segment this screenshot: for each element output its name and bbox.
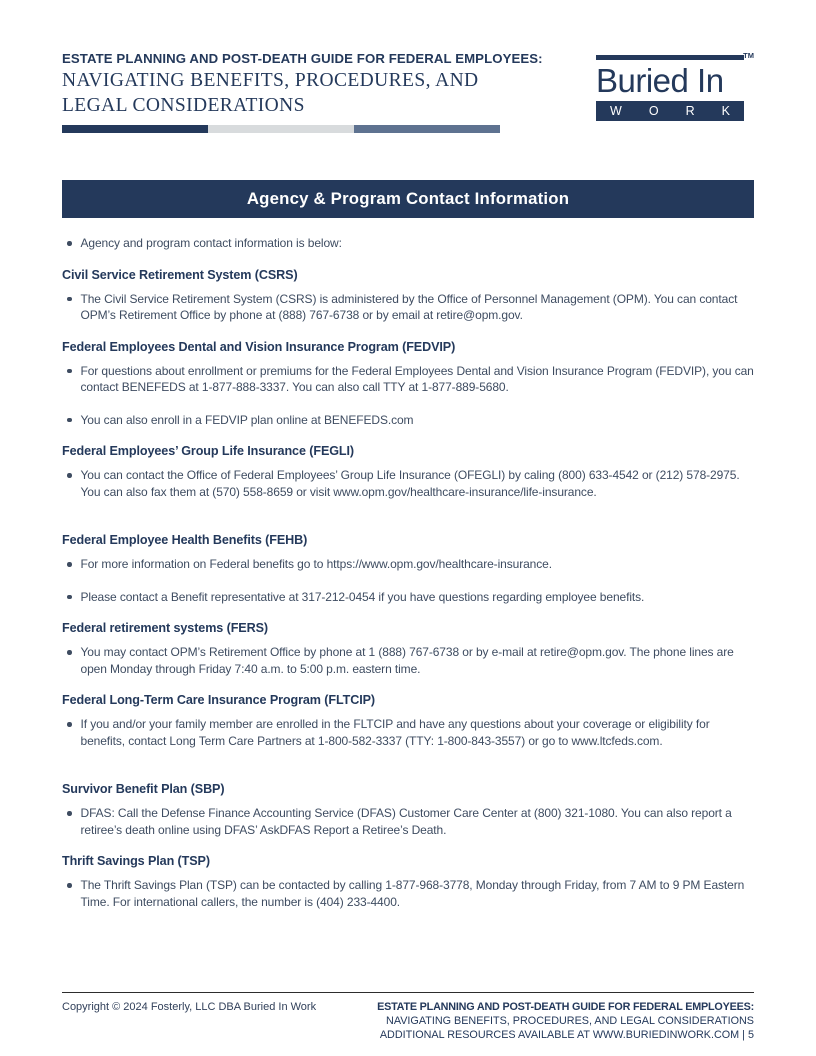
footer-right-block — [377, 1000, 754, 1042]
section-heading: Survivor Benefit Plan (SBP) — [62, 782, 225, 796]
bullet-text: The Thrift Savings Plan (TSP) can be contacted by calling 1-877-968-3778, Monday through Friday, from 7 AM to 9 PM Eastern Time. For international callers, the number is (404) 233-4400. — [80, 878, 745, 909]
bullet-item — [62, 805, 754, 838]
bullet-text: The Civil Service Retirement System (CSRS) is administered by the Office of Personnel Management (OPM). You can contact OPM’s Retirement Office by phone at (888) 767-6738 or by email at retire@opm.gov. — [80, 291, 738, 322]
section-banner — [62, 180, 754, 218]
header-kicker: ESTATE PLANNING AND POST-DEATH GUIDE FOR FEDERAL EMPLOYEES: — [62, 51, 543, 66]
bullet-text: Please contact a Benefit representative at 317-212-0454 if you have questions regarding employee benefits. — [80, 589, 645, 604]
bullet-item — [62, 467, 754, 500]
bullet-dot — [67, 650, 72, 655]
page-content — [62, 228, 754, 910]
bullet-dot — [67, 562, 72, 567]
section-sbp — [62, 781, 754, 838]
divider-segment-gray — [208, 125, 354, 133]
bullet-item — [62, 412, 754, 429]
logo-top-bar — [596, 55, 744, 60]
logo-letter: R — [685, 104, 695, 118]
bullet-dot — [67, 241, 72, 246]
footer-resources-page-number: ADDITIONAL RESOURCES AVAILABLE AT WWW.BURIEDINWORK.COM | 5 — [379, 1029, 754, 1041]
bullet-text: You can contact the Office of Federal Employees’ Group Life Insurance (OFEGLI) by caling (800) 633-4542 or (212) 578-2975. You can also fax them at (570) 558-8659 or visit www.opm.gov/healthcare-insurance/life-insurance. — [80, 468, 740, 499]
intro-bullet-text: Agency and program contact information is below: — [80, 236, 342, 250]
bullet-item — [62, 644, 754, 677]
logo-letter: O — [648, 104, 659, 118]
banner-title: Agency & Program Contact Information — [246, 189, 570, 208]
section-heading: Federal Employees Dental and Vision Insurance Program (FEDVIP) — [62, 339, 456, 354]
bullet-dot — [67, 722, 72, 727]
section-fegli — [62, 443, 754, 500]
bullet-text: You may contact OPM’s Retirement Office by phone at 1 (888) 767-6738 or by e-mail at retire@opm.gov. The phone lines are open Monday through Friday 7:40 a.m. to 5:00 p.m. eastern time. — [80, 645, 734, 676]
bullet-text: If you and/or your family member are enrolled in the FLTCIP and have any questions about your coverage or eligibility for benefits, contact Long Term Care Partners at 1-800-582-3337 (TTY: 1-800-843-3557) or go to www.ltcfeds.com. — [80, 717, 710, 748]
bullet-dot — [67, 473, 72, 478]
bullet-dot — [67, 418, 72, 423]
bullet-item — [62, 363, 754, 396]
bullet-item — [62, 291, 754, 324]
bullet-item — [62, 716, 754, 749]
bullet-item — [62, 589, 754, 606]
bullet-dot — [67, 811, 72, 816]
logo-work-bar — [596, 101, 744, 121]
bullet-dot — [67, 883, 72, 888]
copyright-text: Copyright © 2024 Fosterly, LLC DBA Buried In Work — [62, 1001, 317, 1013]
document-header — [62, 50, 754, 133]
logo-wordmark: Buried In — [596, 62, 724, 99]
section-heading: Federal retirement systems (FERS) — [62, 621, 268, 635]
bullet-dot — [67, 369, 72, 374]
section-heading: Federal Long-Term Care Insurance Program (FLTCIP) — [62, 693, 376, 707]
section-heading: Civil Service Retirement System (CSRS) — [62, 267, 298, 282]
section-fltcip — [62, 692, 754, 749]
bullet-dot — [67, 595, 72, 600]
section-heading: Federal Employees’ Group Life Insurance (FEGLI) — [62, 444, 355, 458]
intro-bullet — [62, 235, 754, 252]
buried-in-work-logo — [596, 51, 754, 121]
section-fers — [62, 620, 754, 677]
document-footer — [62, 992, 754, 1042]
bullet-text: You can also enroll in a FEDVIP plan online at BENEFEDS.com — [80, 412, 414, 427]
section-fedvip — [62, 339, 754, 429]
section-heading: Federal Employee Health Benefits (FEHB) — [62, 533, 308, 547]
divider-segment-navy — [62, 125, 208, 133]
bullet-item — [62, 556, 754, 573]
section-heading: Thrift Savings Plan (TSP) — [62, 854, 210, 868]
logo-letter: K — [721, 104, 730, 118]
section-fehb — [62, 532, 754, 605]
bullet-text: For more information on Federal benefits go to https://www.opm.gov/healthcare-insurance. — [80, 557, 552, 571]
section-tsp — [62, 853, 754, 910]
section-csrs — [62, 267, 754, 324]
logo-letter: W — [610, 104, 622, 118]
document-title-line2: LEGAL CONSIDERATIONS — [62, 95, 305, 116]
bullet-item — [62, 877, 754, 910]
document-title-line1: NAVIGATING BENEFITS, PROCEDURES, AND — [62, 70, 479, 91]
tricolor-divider-bar — [62, 125, 500, 133]
bullet-text: DFAS: Call the Defense Finance Accounting Service (DFAS) Customer Care Center at (800) 321-1080. You can also report a retiree’s death online using DFAS’ AskDFAS Report a Retiree’s Death. — [80, 806, 732, 837]
bullet-dot — [67, 297, 72, 302]
bullet-text: For questions about enrollment or premiums for the Federal Employees Dental and Vision Insurance Program (FEDVIP), you can contact BENEFEDS at 1-877-888-3337. You can also call TTY at 1-877-889-5680. — [80, 363, 754, 394]
trademark-symbol: TM — [743, 51, 754, 60]
divider-segment-slate — [354, 125, 500, 133]
footer-guide-title: ESTATE PLANNING AND POST-DEATH GUIDE FOR FEDERAL EMPLOYEES: — [377, 1001, 754, 1013]
footer-guide-subtitle: NAVIGATING BENEFITS, PROCEDURES, AND LEGAL CONSIDERATIONS — [386, 1015, 754, 1027]
